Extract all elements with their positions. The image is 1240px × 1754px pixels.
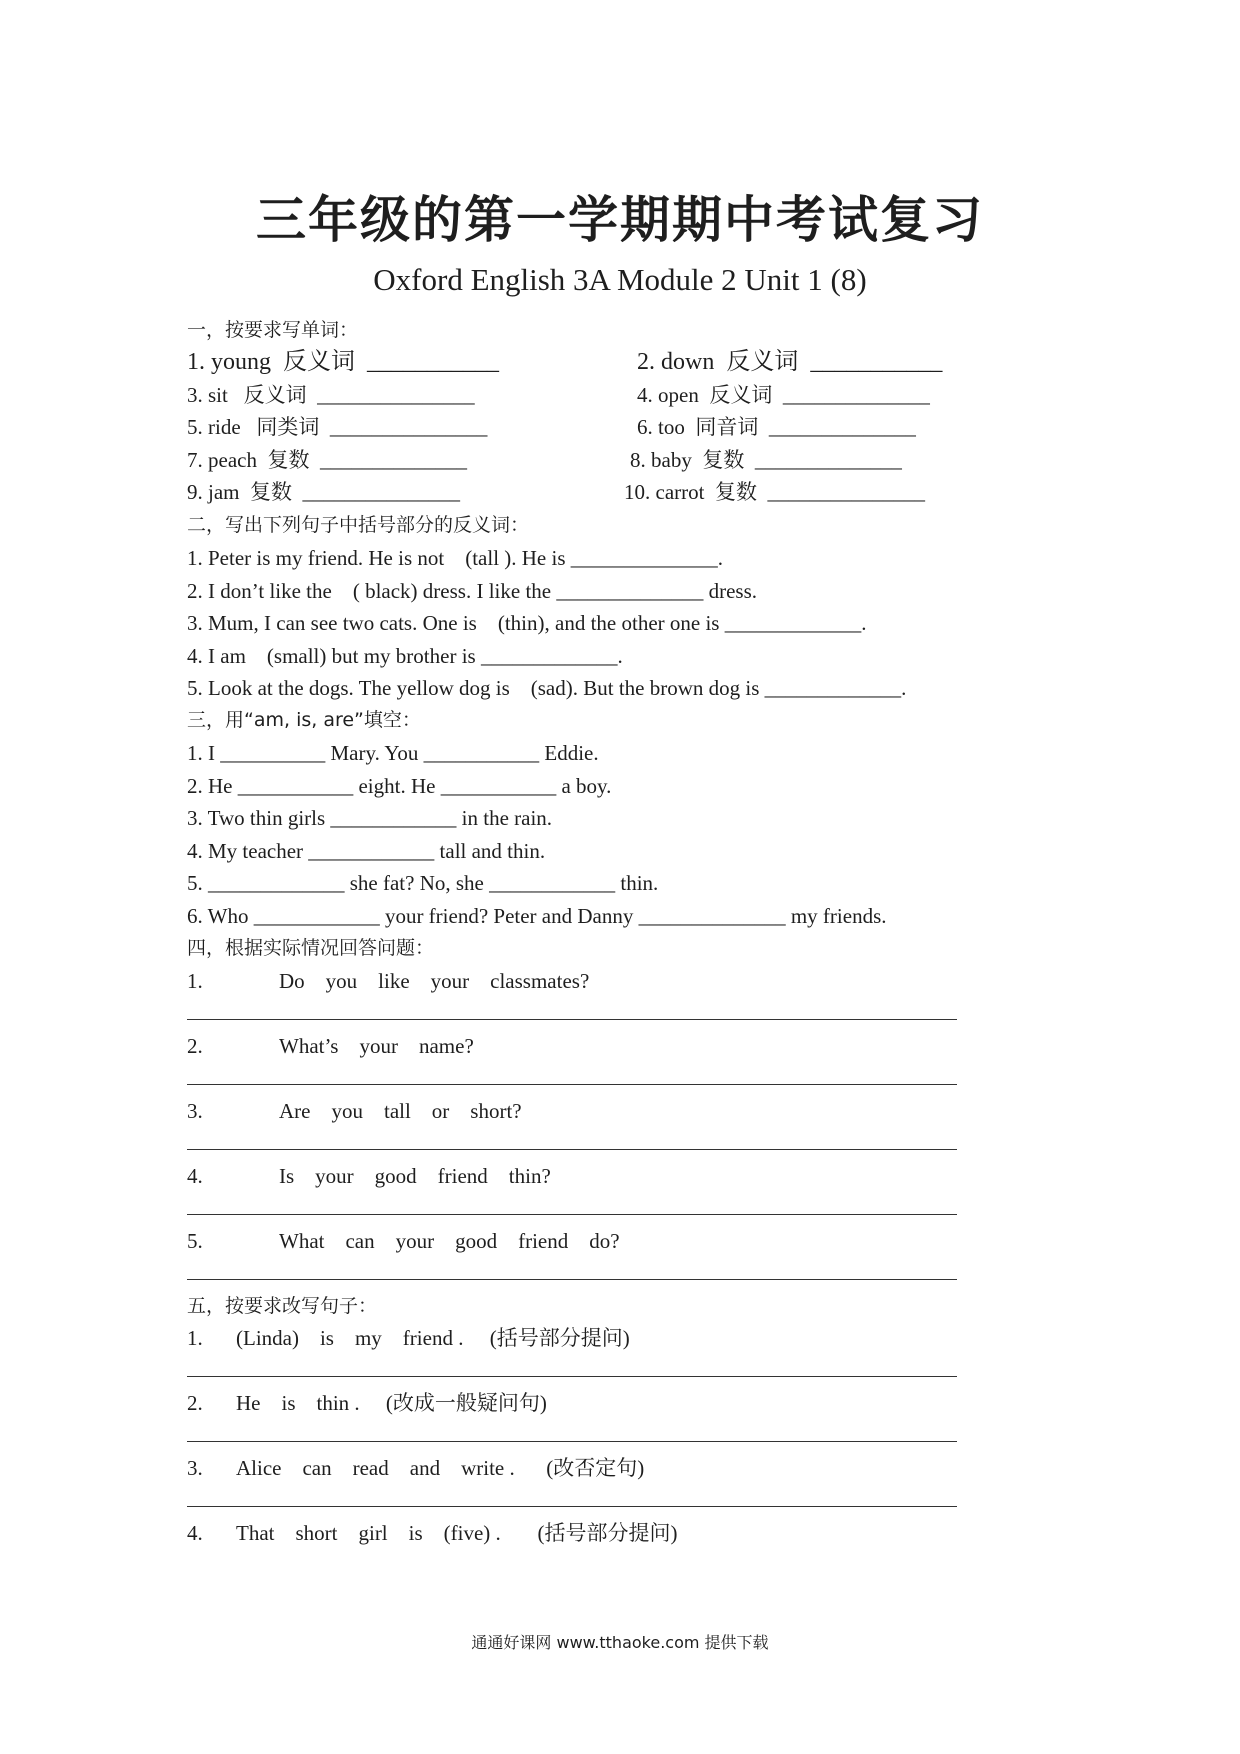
section1-item: 4. open 反义词 ______________	[637, 383, 930, 407]
answer-line[interactable]	[187, 1084, 957, 1085]
question-text: Alice can read and write . (改否定句)	[236, 1456, 645, 1480]
question-text: That short girl is (five) . (括号部分提问)	[236, 1521, 678, 1545]
section4-heading: 四，根据实际情况回答问题：	[187, 937, 435, 959]
section5-heading: 五，按要求改写句子：	[187, 1295, 378, 1317]
section1-item: 7. peach 复数 ______________	[187, 448, 467, 472]
answer-line[interactable]	[187, 1019, 957, 1020]
question-number: 5.	[187, 1229, 203, 1253]
answer-line[interactable]	[187, 1149, 957, 1150]
question-number: 1.	[187, 1326, 203, 1350]
section1-item: 3. sit 反义词 _______________	[187, 383, 475, 407]
question-text: What can your good friend do?	[279, 1229, 620, 1253]
section1-item: 6. too 同音词 ______________	[637, 415, 916, 439]
page-subtitle: Oxford English 3A Module 2 Unit 1 (8)	[373, 262, 867, 297]
question-text: What’s your name?	[279, 1034, 474, 1058]
section1-item: 8. baby 复数 ______________	[630, 448, 902, 472]
section3-item: 2. He ___________ eight. He ___________ a boy.	[187, 774, 612, 798]
section2-item: 4. I am (small) but my brother is _____________.	[187, 644, 623, 668]
section1-item: 5. ride 同类词 _______________	[187, 415, 488, 439]
question-number: 1.	[187, 969, 203, 993]
section2-heading: 二，写出下列句子中括号部分的反义词：	[187, 514, 530, 536]
question-text: (Linda) is my friend . (括号部分提问)	[236, 1326, 630, 1350]
question-text: Are you tall or short?	[279, 1099, 522, 1123]
section2-item: 5. Look at the dogs. The yellow dog is (sad). But the brown dog is _____________.	[187, 676, 907, 700]
question-text: Is your good friend thin?	[279, 1164, 551, 1188]
answer-line[interactable]	[187, 1376, 957, 1377]
section3-heading: 三，用“am, is, are”填空：	[187, 709, 421, 731]
answer-line[interactable]	[187, 1214, 957, 1215]
section3-item: 4. My teacher ____________ tall and thin.	[187, 839, 546, 863]
section1-item: 2. down 反义词 ___________	[637, 349, 943, 375]
section3-item: 1. I __________ Mary. You ___________ Eddie.	[187, 741, 599, 765]
question-number: 4.	[187, 1521, 203, 1545]
section3-item: 5. _____________ she fat? No, she ____________ thin.	[187, 871, 659, 895]
section1-heading: 一，按要求写单词：	[187, 319, 359, 341]
question-number: 3.	[187, 1456, 203, 1480]
question-number: 3.	[187, 1099, 203, 1123]
section2-item: 3. Mum, I can see two cats. One is (thin), and the other one is _____________.	[187, 611, 867, 635]
answer-line[interactable]	[187, 1441, 957, 1442]
page-title: 三年级的第一学期期中考试复习	[256, 191, 984, 249]
answer-line[interactable]	[187, 1506, 957, 1507]
section3-item: 3. Two thin girls ____________ in the rain.	[187, 806, 553, 830]
footer-credit: 通通好课网 www.tthaoke.com 提供下载	[471, 1633, 769, 1652]
answer-line[interactable]	[187, 1279, 957, 1280]
question-text: Do you like your classmates?	[279, 969, 590, 993]
section1-item: 1. young 反义词 ___________	[187, 349, 499, 375]
section2-item: 1. Peter is my friend. He is not (tall ). He is ______________.	[187, 546, 724, 570]
question-number: 4.	[187, 1164, 203, 1188]
question-number: 2.	[187, 1391, 203, 1415]
section1-item: 10. carrot 复数 _______________	[624, 480, 925, 504]
question-number: 2.	[187, 1034, 203, 1058]
section2-item: 2. I don’t like the ( black) dress. I like the ______________ dress.	[187, 579, 758, 603]
question-text: He is thin . (改成一般疑问句)	[236, 1391, 547, 1415]
section3-item: 6. Who ____________ your friend? Peter and Danny ______________ my friends.	[187, 904, 887, 928]
section1-item: 9. jam 复数 _______________	[187, 480, 460, 504]
